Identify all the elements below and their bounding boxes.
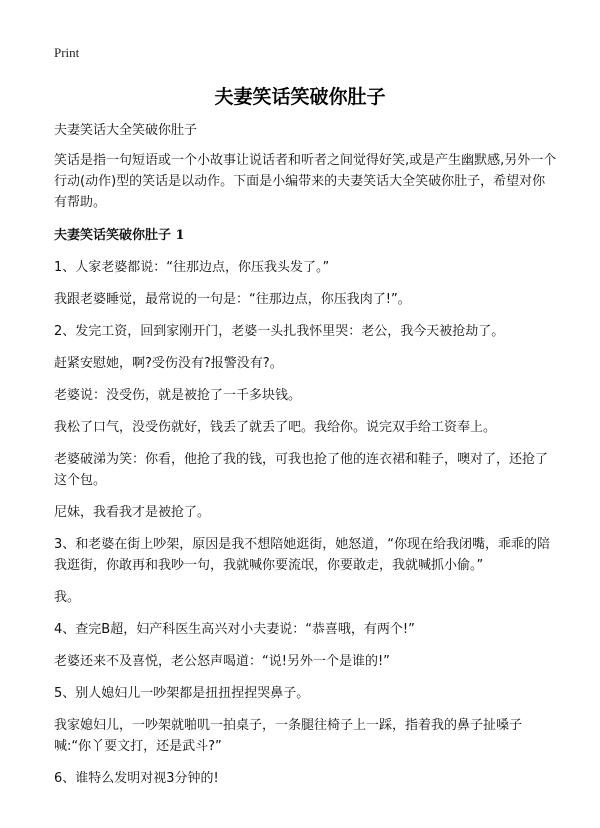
article-subtitle: 夫妻笑话大全笑破你肚子 [54, 123, 198, 138]
paragraph-4: 赶紧安慰她，啊?受伤没有?报警没有?。 [54, 356, 283, 371]
print-label: Print [54, 45, 80, 60]
paragraph-6: 我松了口气，没受伤就好，钱丢了就丢了吧。我给你。说完双手给工资奉上。 [54, 420, 497, 435]
paragraph-9: 3、和老婆在街上吵架，原因是我不想陪她逛街，她怒道，“你现在给我闭嘴，乖乖的陪我逛街，你敢再和我吵一句，我就喊你要流氓，你要敢走，我就喊抓小偷。” [54, 537, 551, 573]
paragraph-12: 老婆还来不及喜悦，老公怒声喝道：“说!另外一个是谁的!” [54, 654, 390, 669]
paragraph-13: 5、别人媳妇儿一吵架都是扭扭捏捏哭鼻子。 [54, 686, 310, 701]
paragraph-8: 尼妹，我看我才是被抢了。 [54, 505, 211, 520]
article-body [54, 120, 558, 800]
paragraph-1: 1、人家老婆都说：“往那边点，你压我头发了。” [54, 260, 330, 275]
paragraph-11: 4、查完B超，妇产科医生高兴对小夫妻说：“恭喜哦，有两个!” [54, 622, 415, 637]
paragraph-14: 我家媳妇儿，一吵架就啪叽一拍桌子，一条腿往椅子上一踩，指着我的鼻子扯嗓子喊:“你丫要文打，还是武斗?” [54, 718, 523, 754]
section-heading: 夫妻笑话笑破你肚子 1 [54, 228, 185, 243]
paragraph-10: 我。 [54, 590, 81, 605]
paragraph-3: 2、发完工资，回到家刚开门，老婆一头扎我怀里哭：老公，我今天被抢劫了。 [54, 324, 505, 339]
paragraph-5: 老婆说：没受伤，就是被抢了一千多块钱。 [54, 388, 302, 403]
paragraph-7: 老婆破涕为笑：你看，他抢了我的钱，可我也抢了他的连衣裙和鞋子，噢对了，还抢了这个包。 [54, 452, 549, 488]
article-intro: 笑话是指一句短语或一个小故事让说话者和听者之间觉得好笑,或是产生幽默感,另外一个行动(动作)型的笑话是以动作。下面是小编带来的夫妻笑话大全笑破你肚子，希望对你有帮助。 [54, 153, 557, 210]
paragraph-2: 我跟老婆睡觉，最常说的一句是：“往那边点，你压我肉了!”。 [54, 292, 411, 307]
paragraph-15: 6、谁特么发明对视3分钟的! [54, 771, 219, 786]
page-title: 夫妻笑话笑破你肚子 [214, 86, 386, 108]
